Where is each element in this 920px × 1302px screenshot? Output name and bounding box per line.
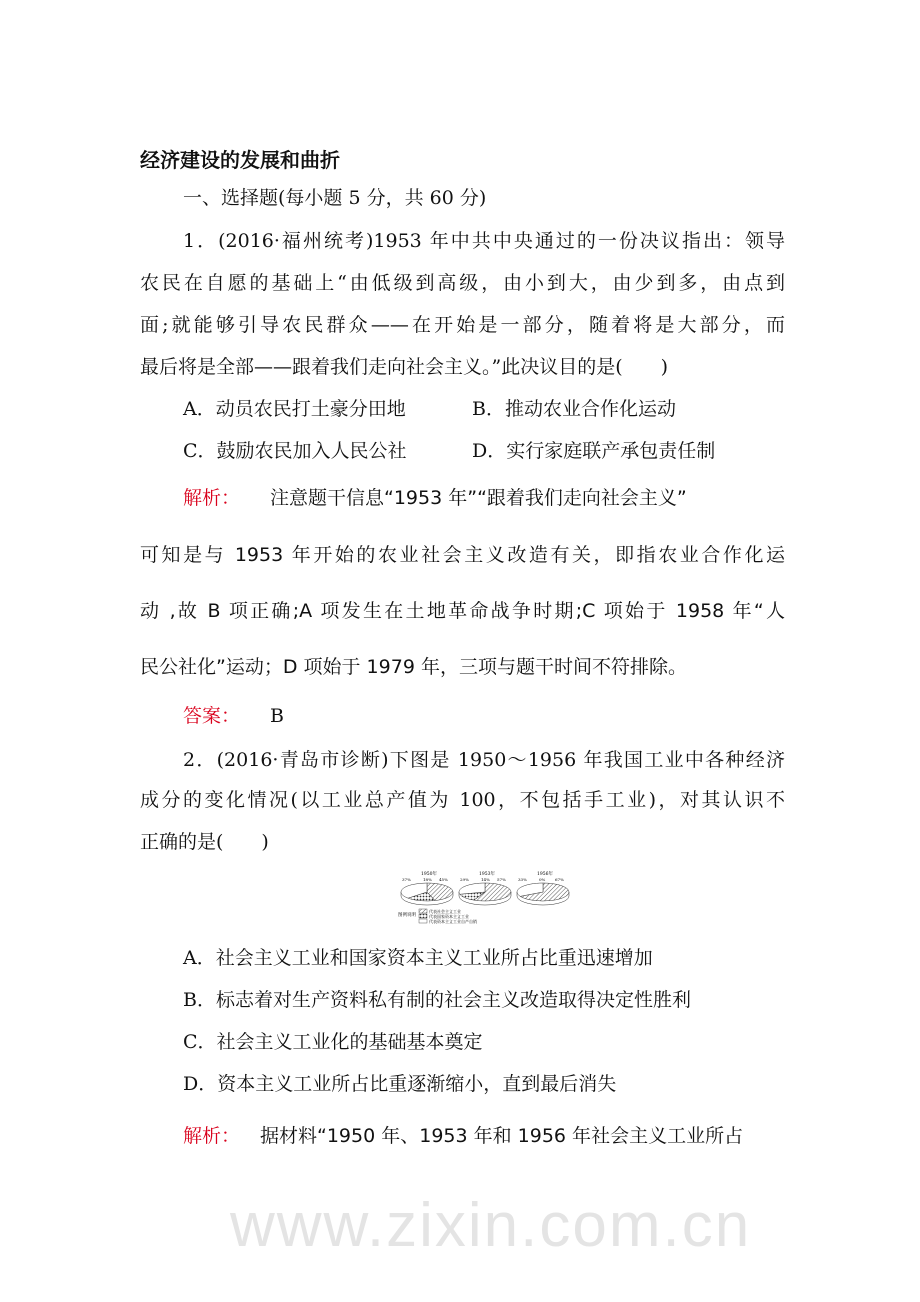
pie-slice <box>459 883 485 894</box>
legend-item: 代表资本主义工业自产自销 <box>429 919 477 924</box>
q2-option-d: D．资本主义工业所占比重逐渐缩小，直到最后消失 <box>183 1073 617 1095</box>
pie-data-label: 45% <box>439 877 448 882</box>
q2-line: 成分的变化情况(以工业总产值为 100，不包括手工业)，对其认识不 <box>140 789 785 811</box>
pie-data-label: 14% <box>481 877 490 882</box>
legend-item: 代表社会主义工业 <box>429 909 461 914</box>
pie-year-label: 1956年 <box>537 872 553 877</box>
q1-analysis-line: 动 ,故 B 项正确;A 项发生在土地革命战争时期;C 项始于 1958 年“人 <box>140 600 785 622</box>
q2-line: 2．(2016·青岛市诊断)下图是 1950～1956 年我国工业中各种经济 <box>183 749 785 771</box>
q1-line: 农民在自愿的基础上“由低级到高级，由小到大，由少到多，由点到 <box>140 272 785 294</box>
q1-analysis-label: 解析： <box>183 487 241 509</box>
q1-line: 最后将是全部——跟着我们走向社会主义。”此决议目的是( ) <box>140 356 669 378</box>
section-heading: 一、选择题(每小题 5 分，共 60 分) <box>183 187 487 209</box>
pie-year-label: 1953年 <box>479 872 495 877</box>
q1-line: 面;就能够引导农民群众——在开始是一部分，随着将是大部分，而 <box>140 314 785 336</box>
pie-data-label: 29% <box>460 877 469 882</box>
q2-line: 正确的是( ) <box>140 831 269 853</box>
q1-analysis-line: 注意题干信息“1953 年”“跟着我们走向社会主义” <box>270 487 687 509</box>
q1-line: 1．(2016·福州统考)1953 年中共中央通过的一份决议指出：领导 <box>183 230 785 252</box>
pie-data-label: 67% <box>555 877 564 882</box>
legend-title: 图例说明 <box>398 913 416 918</box>
q1-analysis-line: 可知是与 1953 年开始的农业社会主义改造有关，即指农业合作化运 <box>140 544 785 566</box>
pie-chart-figure <box>392 862 578 928</box>
pie-data-label: 37% <box>402 877 411 882</box>
q1-option-b: B．推动农业合作化运动 <box>472 398 676 420</box>
pie-data-label: 18% <box>423 877 432 882</box>
pie-year-label: 1950年 <box>421 872 437 877</box>
pie-data-label: 57% <box>497 877 506 882</box>
pie-data-label: 0% <box>539 877 546 882</box>
q1-analysis-line: 民公社化”运动；D 项始于 1979 年，三项与题干时间不符排除。 <box>140 656 687 678</box>
q1-answer: B <box>270 705 284 727</box>
q1-answer-label: 答案： <box>183 705 241 727</box>
q2-option-c: C．社会主义工业化的基础基本奠定 <box>183 1031 483 1053</box>
q1-option-d: D．实行家庭联产承包责任制 <box>472 440 716 462</box>
watermark: www.zixin.com.cn <box>230 1191 752 1260</box>
q2-option-a: A．社会主义工业和国家资本主义工业所占比重迅速增加 <box>183 947 653 969</box>
legend-item: 代表国家资本主义工业 <box>429 914 469 919</box>
q1-option-a: A．动员农民打土豪分田地 <box>183 398 406 420</box>
pie-data-label: 33% <box>518 877 527 882</box>
q2-option-b: B．标志着对生产资料私有制的社会主义改造取得决定性胜利 <box>183 989 691 1011</box>
q2-analysis-label: 解析： <box>183 1125 241 1147</box>
page-title: 经济建设的发展和曲折 <box>140 148 340 172</box>
q1-option-c: C．鼓励农民加入人民公社 <box>183 440 407 462</box>
q2-analysis-line: 据材料“1950 年、1953 年和 1956 年社会主义工业所占 <box>260 1125 744 1147</box>
